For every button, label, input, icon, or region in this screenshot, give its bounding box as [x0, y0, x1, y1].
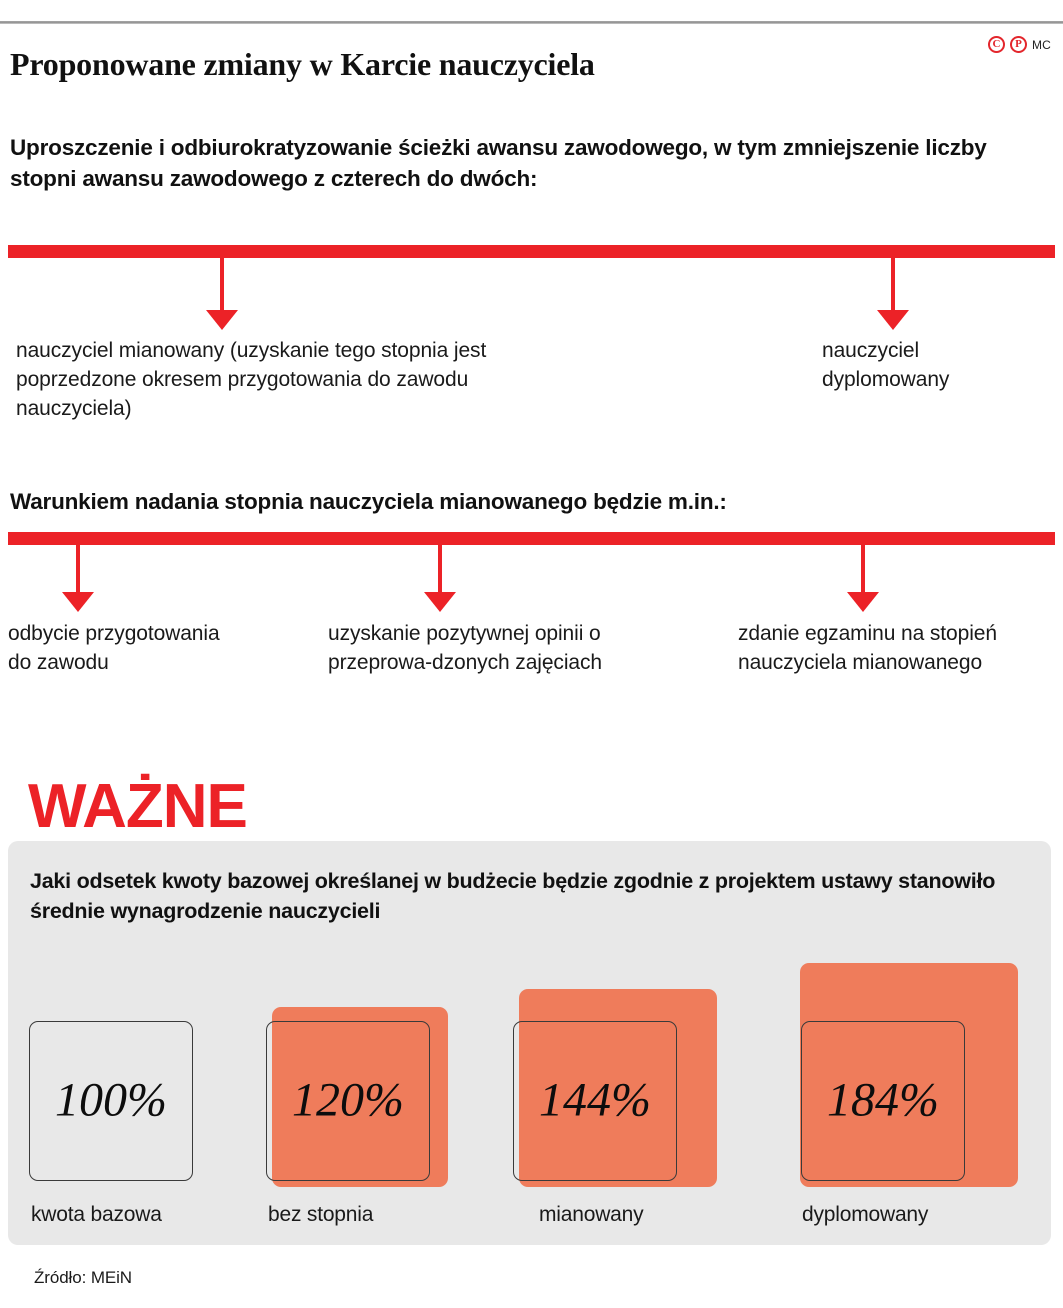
bar-label-0: kwota bazowa — [31, 1203, 162, 1226]
arrow-down-icon-5 — [847, 545, 879, 612]
bar-value-0: 100% — [55, 1073, 167, 1127]
copyright-icon: C — [988, 36, 1005, 53]
published-icon: P — [1010, 36, 1027, 53]
intro-paragraph: Uproszczenie i odbiurokratyzowanie ścieżki awansu zawodowego, w tym zmniejszenie liczby stopni awansu zawodowego z czterech do dwóch: — [10, 135, 987, 191]
section-one-item-1: nauczyciel mianowany (uzyskanie tego stopnia jest poprzedzone okresem przygotowania do zawodu nauczyciela) — [16, 339, 487, 420]
top-divider-rule — [0, 21, 1063, 24]
important-panel — [8, 841, 1051, 1245]
bar-label-3: dyplomowany — [802, 1203, 929, 1226]
bar-label-2: mianowany — [539, 1203, 644, 1226]
source-note: Źródło: MEiN — [34, 1268, 132, 1287]
publisher-logo — [988, 36, 1051, 53]
bar-group-1 — [266, 985, 486, 1245]
page-title: Proponowane zmiany w Karcie nauczyciela — [10, 46, 595, 82]
bar-value-2: 144% — [539, 1073, 651, 1127]
bar-group-0 — [29, 1005, 229, 1245]
baseline-outline-3 — [801, 1021, 965, 1181]
bar-group-3 — [794, 935, 1034, 1245]
bar-chart — [8, 841, 1051, 1245]
bar-value-3: 184% — [827, 1073, 939, 1127]
section-one-rule — [8, 245, 1055, 258]
important-label: WAŻNE — [28, 772, 247, 841]
chart-title: Jaki odsetek kwoty bazowej określanej w budżecie będzie zgodnie z projektem ustawy stanowiło średnie wynagrodzenie nauczycieli — [30, 869, 996, 923]
section-two-heading: Warunkiem nadania stopnia nauczyciela mianowanego będzie m.in.: — [10, 489, 727, 514]
arrow-down-icon-4 — [424, 545, 456, 612]
author-initials: MC — [1031, 37, 1051, 52]
arrow-down-icon-2 — [877, 258, 909, 330]
arrow-down-icon-3 — [62, 545, 94, 612]
section-two-item-1: odbycie przygotowania do zawodu — [8, 622, 220, 674]
bar-label-1: bez stopnia — [268, 1203, 374, 1226]
arrow-down-icon-1 — [206, 258, 238, 330]
section-two-item-3: zdanie egzaminu na stopień nauczyciela mianowanego — [738, 622, 997, 674]
baseline-outline-2 — [513, 1021, 677, 1181]
section-one-item-2: nauczyciel dyplomowany — [822, 339, 950, 391]
bar-group-2 — [513, 963, 743, 1245]
baseline-outline-0 — [29, 1021, 193, 1181]
bar-value-1: 120% — [292, 1073, 404, 1127]
section-two-item-2: uzyskanie pozytywnej opinii o przeprowa-dzonych zajęciach — [328, 622, 602, 674]
baseline-outline-1 — [266, 1021, 430, 1181]
section-two-rule — [8, 532, 1055, 545]
